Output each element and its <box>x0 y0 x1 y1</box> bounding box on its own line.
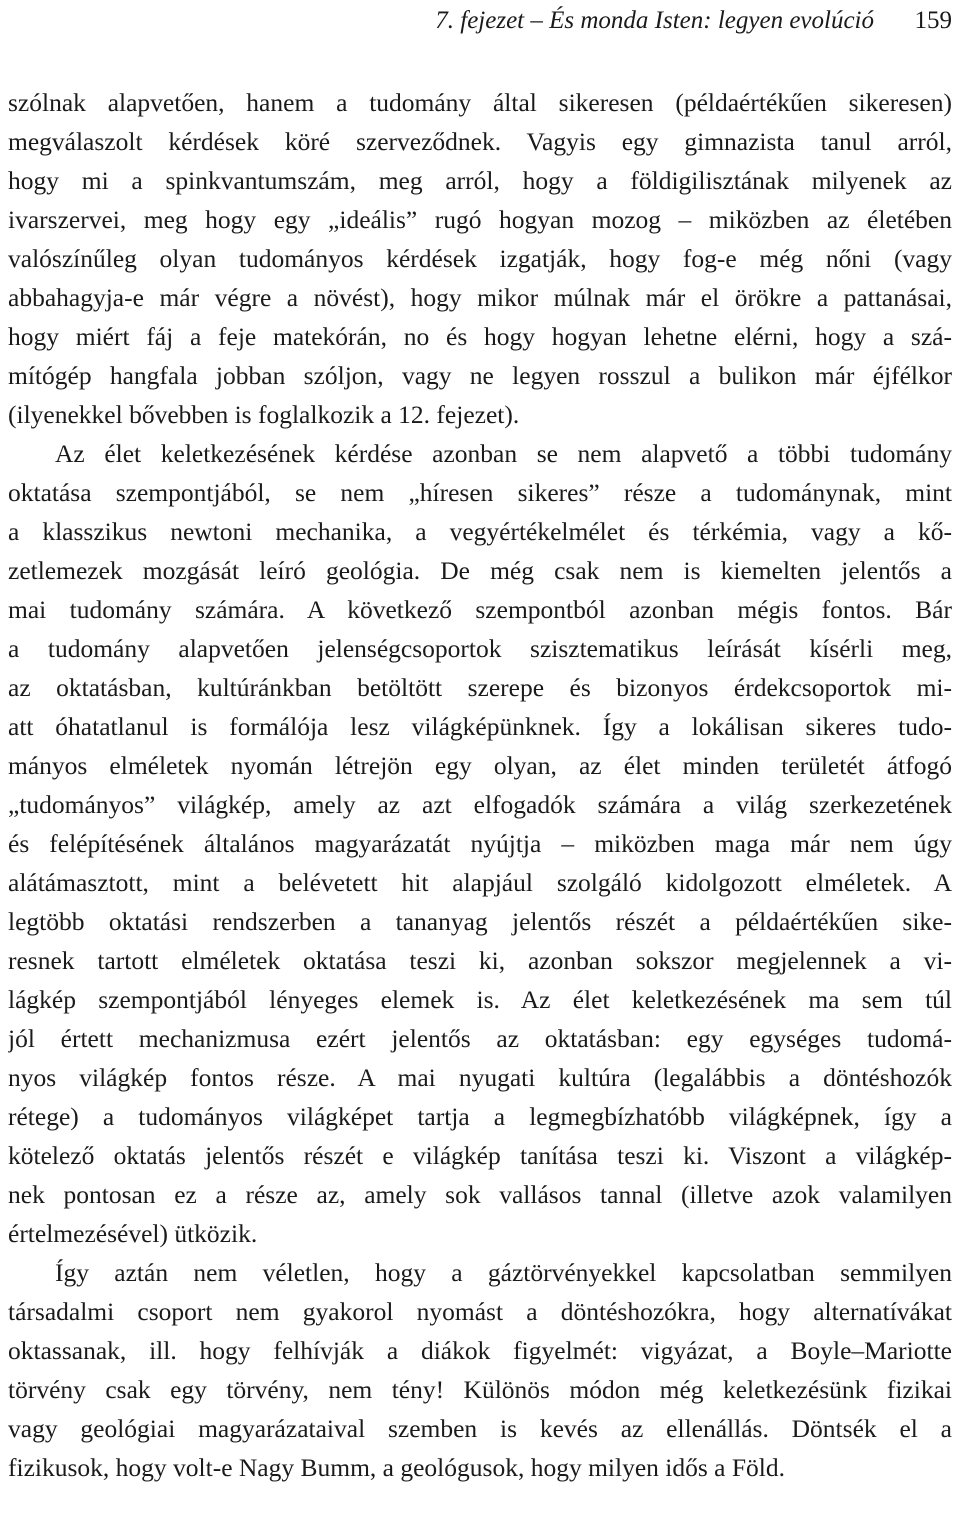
text-line: hogy miért fáj a feje matekórán, no és hogy hogyan lehetne elérni, hogy a szá- <box>8 322 952 351</box>
text-line: oktatása szempontjából, se nem „híresen sikeres” része a tudománynak, mint <box>8 478 952 507</box>
text-line: Így aztán nem véletlen, hogy a gáztörvényekkel kapcsolatban semmilyen <box>55 1258 952 1287</box>
text-line: nek pontosan ez a része az, amely sok vallásos tannal (illetve azok valamilyen <box>8 1180 952 1209</box>
text-line: lágkép szempontjából lényeges elemek is. Az élet keletkezésének ma sem túl <box>8 985 952 1014</box>
text-line: mítógép hangfala jobban szóljon, vagy ne legyen rosszul a bulikon már éjfélkor <box>8 361 952 390</box>
paragraph <box>8 83 952 434</box>
page-body <box>8 83 952 1487</box>
chapter-title: 7. fejezet – És monda Isten: legyen evolúció <box>435 7 874 34</box>
text-line: a tudomány alapvetően jelenségcsoportok szisztematikus leírását kísérli meg, <box>8 634 952 663</box>
text-line: az oktatásban, kultúránkban betöltött szerepe és bizonyos érdekcsoportok mi- <box>8 673 952 702</box>
page-number: 159 <box>914 7 952 34</box>
text-line: mai tudomány számára. A következő szempontból azonban mégis fontos. Bár <box>8 595 952 624</box>
text-line: valószínűleg olyan tudományos kérdések izgatják, hogy fog-e még nőni (vagy <box>8 244 952 273</box>
text-line: vagy geológiai magyarázataival szemben is kevés az ellenállás. Döntsék el a <box>8 1414 952 1443</box>
text-line: értelmezésével) ütközik. <box>8 1219 258 1248</box>
text-line: és felépítésének általános magyarázatát nyújtja – miközben maga már nem úgy <box>8 829 952 858</box>
text-line: Az élet keletkezésének kérdése azonban se nem alapvető a többi tudomány <box>55 439 952 468</box>
running-header <box>0 4 952 38</box>
text-line: ivarszervei, meg hogy egy „ideális” rugó hogyan mozog – miközben az életében <box>8 205 952 234</box>
text-line: szólnak alapvetően, hanem a tudomány által sikeresen (példaértékűen sikeresen) <box>8 88 952 117</box>
paragraph <box>8 1253 952 1487</box>
text-line: abbahagyja-e már végre a növést), hogy mikor múlnak már el örökre a pattanásai, <box>8 283 952 312</box>
text-line: alátámasztott, mint a belévetett hit alapjául szolgáló kidolgozott elméletek. A <box>8 868 952 897</box>
text-line: jól értett mechanizmusa ezért jelentős az oktatásban: egy egységes tudomá- <box>8 1024 952 1053</box>
text-line: kötelező oktatás jelentős részét e világkép tanítása teszi ki. Viszont a világkép- <box>8 1141 952 1170</box>
text-line: att óhatatlanul is formálója lesz világképünknek. Így a lokálisan sikeres tudo- <box>8 712 952 741</box>
text-line: a klasszikus newtoni mechanika, a vegyértékelmélet és térkémia, vagy a kő- <box>8 517 952 546</box>
text-line: (ilyenekkel bővebben is foglalkozik a 12. fejezet). <box>8 400 520 429</box>
text-line: mányos elméletek nyomán létrejön egy olyan, az élet minden területét átfogó <box>8 751 952 780</box>
text-line: oktassanak, ill. hogy felhívják a diákok figyelmét: vigyázat, a Boyle–Mariotte <box>8 1336 952 1365</box>
text-line: resnek tartott elméletek oktatása teszi ki, azonban sokszor megjelennek a vi- <box>8 946 952 975</box>
text-line: zetlemezek mozgását leíró geológia. De még csak nem is kiemelten jelentős a <box>8 556 952 585</box>
text-line: megválaszolt kérdések köré szerveződnek. Vagyis egy gimnazista tanul arról, <box>8 127 952 156</box>
text-line: fizikusok, hogy volt-e Nagy Bumm, a geológusok, hogy milyen idős a Föld. <box>8 1453 785 1482</box>
text-line: legtöbb oktatási rendszerben a tananyag jelentős részét a példaértékűen sike- <box>8 907 952 936</box>
text-line: „tudományos” világkép, amely az azt elfogadók számára a világ szerkezetének <box>8 790 952 819</box>
text-line: hogy mi a spinkvantumszám, meg arról, hogy a földigilisztának milyenek az <box>8 166 952 195</box>
text-line: törvény csak egy törvény, nem tény! Különös módon még keletkezésünk fizikai <box>8 1375 952 1404</box>
text-line: nyos világkép fontos része. A mai nyugati kultúra (legalábbis a döntéshozók <box>8 1063 952 1092</box>
text-line: rétege) a tudományos világképet tartja a legmegbízhatóbb világképnek, így a <box>8 1102 952 1131</box>
text-line: társadalmi csoport nem gyakorol nyomást a döntéshozókra, hogy alternatívákat <box>8 1297 952 1326</box>
paragraph <box>8 434 952 1253</box>
